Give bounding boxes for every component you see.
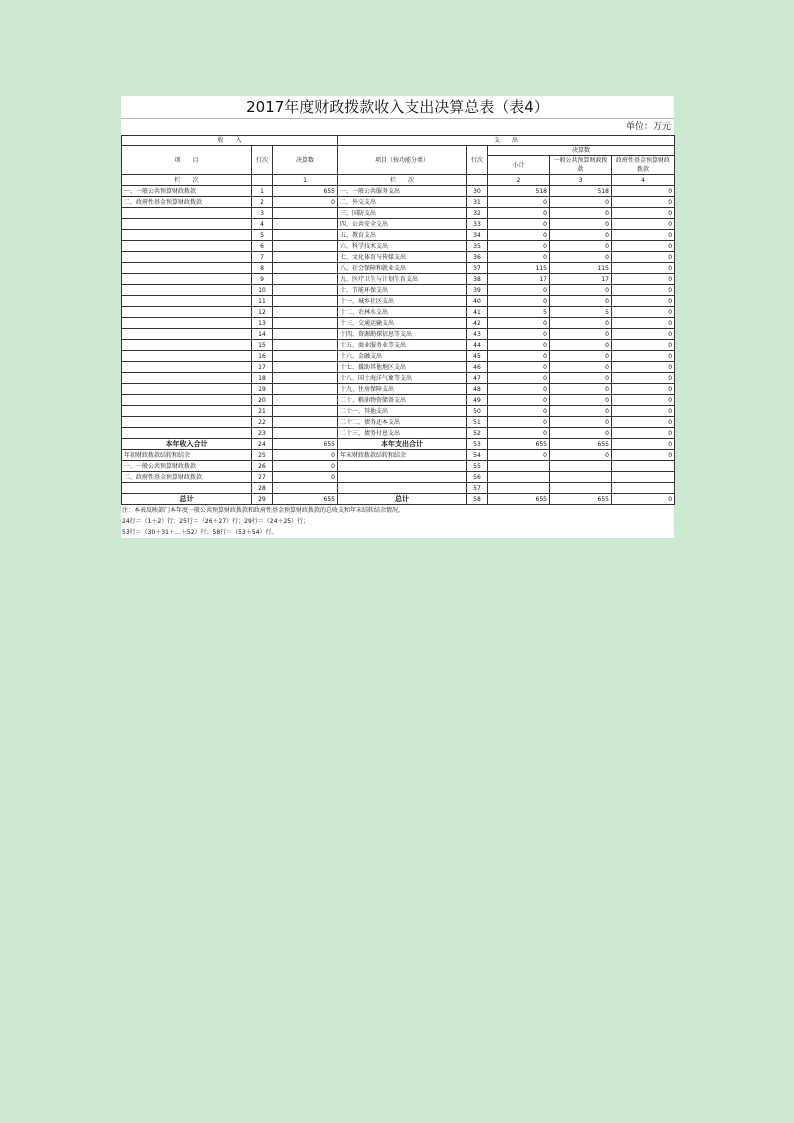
general-budget-cell: 0 [550, 450, 612, 461]
expense-item-cell: 十二、农林水支出 [338, 307, 467, 318]
income-item-cell [122, 296, 252, 307]
gov-fund-cell: 0 [612, 406, 675, 417]
col-number: 4 [612, 175, 675, 186]
table-row [122, 483, 675, 494]
income-item-cell [122, 483, 252, 494]
general-budget-cell: 655 [550, 439, 612, 450]
expense-item-cell: 二十一、其他支出 [338, 406, 467, 417]
table-row [122, 329, 675, 340]
expense-item-cell [338, 483, 467, 494]
subtotal-cell: 17 [488, 274, 550, 285]
income-amount-cell [273, 417, 338, 428]
income-item-cell [122, 428, 252, 439]
gov-fund-cell: 0 [612, 362, 675, 373]
cell [252, 175, 273, 186]
row-no-cell: 18 [252, 373, 273, 384]
row-no-header: 行次 [252, 146, 273, 175]
general-budget-cell [550, 483, 612, 494]
income-item-cell [122, 318, 252, 329]
general-budget-cell: 0 [550, 417, 612, 428]
subtotal-cell: 0 [488, 230, 550, 241]
subtotal-cell: 0 [488, 373, 550, 384]
gov-fund-cell: 0 [612, 252, 675, 263]
expense-item-cell: 十八、国土海洋气象等支出 [338, 373, 467, 384]
subtotal-cell: 0 [488, 241, 550, 252]
expense-item-cell [338, 461, 467, 472]
subtotal-cell: 0 [488, 208, 550, 219]
table-row [122, 395, 675, 406]
income-amount-cell [273, 296, 338, 307]
income-amount-cell [273, 208, 338, 219]
gov-fund-cell: 0 [612, 318, 675, 329]
expense-item-cell: 十、节能环保支出 [338, 285, 467, 296]
gov-fund-cell [612, 483, 675, 494]
subtotal-header: 小计 [488, 156, 550, 175]
row-no-cell: 8 [252, 263, 273, 274]
subtotal-cell: 5 [488, 307, 550, 318]
subtotal-cell: 0 [488, 318, 550, 329]
report-sheet [121, 96, 674, 538]
row-no-cell: 24 [252, 439, 273, 450]
row-no-header-2: 行次 [467, 146, 488, 175]
table-row [122, 307, 675, 318]
subtotal-cell: 0 [488, 428, 550, 439]
table-row [122, 274, 675, 285]
note-line-2: 24行＝（1＋2）行；25行＝（26＋27）行；29行＝（24＋25）行； [122, 518, 310, 525]
row-no-cell: 34 [467, 230, 488, 241]
income-amount-cell [273, 329, 338, 340]
income-item-cell [122, 406, 252, 417]
income-item-cell [122, 340, 252, 351]
income-amount-cell [273, 318, 338, 329]
general-budget-cell: 0 [550, 362, 612, 373]
income-item-cell [122, 274, 252, 285]
unit-label: 单位：万元 [625, 122, 671, 132]
row-no-cell: 4 [252, 219, 273, 230]
table-row [122, 318, 675, 329]
income-amount-cell [273, 274, 338, 285]
row-no-cell: 9 [252, 274, 273, 285]
table-row [122, 197, 675, 208]
income-item-cell: 总计 [122, 494, 252, 505]
row-no-cell: 46 [467, 362, 488, 373]
row-no-cell: 41 [467, 307, 488, 318]
row-no-cell: 26 [252, 461, 273, 472]
expense-item-cell: 二十三、债务付息支出 [338, 428, 467, 439]
subtotal-cell: 0 [488, 219, 550, 230]
general-budget-cell: 0 [550, 428, 612, 439]
budget-table [121, 135, 675, 505]
general-budget-cell: 518 [550, 186, 612, 197]
income-amount-cell [273, 307, 338, 318]
income-item-cell: 一、一般公共预算财政拨款 [122, 461, 252, 472]
general-budget-cell: 115 [550, 263, 612, 274]
subtotal-cell: 0 [488, 384, 550, 395]
gov-fund-cell: 0 [612, 494, 675, 505]
table-row [122, 450, 675, 461]
table-row [122, 263, 675, 274]
gov-fund-cell [612, 461, 675, 472]
row-no-cell: 40 [467, 296, 488, 307]
income-amount-cell [273, 241, 338, 252]
general-budget-header: 一般公共预算财政拨款 [550, 156, 612, 175]
subtotal-cell: 0 [488, 395, 550, 406]
general-budget-cell: 0 [550, 230, 612, 241]
income-item-cell: 二、政府性基金预算财政拨款 [122, 197, 252, 208]
row-no-cell: 33 [467, 219, 488, 230]
row-no-cell: 27 [252, 472, 273, 483]
row-no-cell: 28 [252, 483, 273, 494]
income-item-cell [122, 384, 252, 395]
row-no-cell: 10 [252, 285, 273, 296]
row-no-cell: 25 [252, 450, 273, 461]
subtotal-cell: 0 [488, 329, 550, 340]
subtotal-cell: 655 [488, 439, 550, 450]
general-budget-cell: 0 [550, 351, 612, 362]
general-budget-cell: 0 [550, 406, 612, 417]
row-no-cell: 45 [467, 351, 488, 362]
income-item-cell [122, 329, 252, 340]
gov-fund-cell: 0 [612, 263, 675, 274]
income-item-cell [122, 417, 252, 428]
expense-item-cell: 十六、金融支出 [338, 351, 467, 362]
subtotal-cell: 0 [488, 351, 550, 362]
income-amount-cell: 655 [273, 439, 338, 450]
row-no-cell: 51 [467, 417, 488, 428]
row-no-cell: 3 [252, 208, 273, 219]
gov-fund-cell: 0 [612, 395, 675, 406]
expense-item-cell: 十五、商业服务业等支出 [338, 340, 467, 351]
gov-fund-cell [612, 472, 675, 483]
income-amount-cell [273, 252, 338, 263]
income-item-cell [122, 351, 252, 362]
subtotal-cell: 518 [488, 186, 550, 197]
row-no-cell: 55 [467, 461, 488, 472]
general-budget-cell: 655 [550, 494, 612, 505]
table-row [122, 439, 675, 450]
expense-item-cell: 五、教育支出 [338, 230, 467, 241]
subtotal-cell: 0 [488, 417, 550, 428]
general-budget-cell: 0 [550, 285, 612, 296]
row-no-cell: 23 [252, 428, 273, 439]
general-budget-cell: 0 [550, 219, 612, 230]
expense-item-cell: 十一、城乡社区支出 [338, 296, 467, 307]
row-no-cell: 57 [467, 483, 488, 494]
table-row [122, 340, 675, 351]
income-amount-cell [273, 362, 338, 373]
row-no-cell: 53 [467, 439, 488, 450]
general-budget-cell: 0 [550, 318, 612, 329]
row-no-cell: 43 [467, 329, 488, 340]
table-row [122, 296, 675, 307]
table-row [122, 373, 675, 384]
row-no-cell: 48 [467, 384, 488, 395]
row-no-cell: 12 [252, 307, 273, 318]
income-amount-cell [273, 340, 338, 351]
subtotal-cell: 0 [488, 406, 550, 417]
gov-fund-cell: 0 [612, 417, 675, 428]
expense-item-cell: 一、一般公共服务支出 [338, 186, 467, 197]
table-row [122, 219, 675, 230]
row-no-cell: 15 [252, 340, 273, 351]
gov-fund-cell: 0 [612, 450, 675, 461]
gov-fund-cell: 0 [612, 296, 675, 307]
general-budget-cell: 0 [550, 252, 612, 263]
general-budget-cell: 0 [550, 208, 612, 219]
general-budget-cell: 0 [550, 384, 612, 395]
gov-fund-cell: 0 [612, 384, 675, 395]
subtotal-cell: 0 [488, 362, 550, 373]
gov-fund-cell: 0 [612, 307, 675, 318]
expense-item-cell: 本年支出合计 [338, 439, 467, 450]
row-no-cell: 54 [467, 450, 488, 461]
row-no-cell: 17 [252, 362, 273, 373]
table-row [122, 241, 675, 252]
general-budget-cell: 17 [550, 274, 612, 285]
table-row [122, 285, 675, 296]
expense-item-cell: 十三、交通运输支出 [338, 318, 467, 329]
subtotal-cell: 655 [488, 494, 550, 505]
row-no-cell: 38 [467, 274, 488, 285]
row-no-cell: 22 [252, 417, 273, 428]
expense-item-cell: 六、科学技术支出 [338, 241, 467, 252]
row-no-cell: 21 [252, 406, 273, 417]
expense-item-cell: 十四、资源勘探信息等支出 [338, 329, 467, 340]
row-no-cell: 13 [252, 318, 273, 329]
item-header: 项 目 [122, 146, 252, 175]
row-no-cell: 52 [467, 428, 488, 439]
row-no-cell: 58 [467, 494, 488, 505]
row-no-cell: 39 [467, 285, 488, 296]
final-amount-header-2: 决算数 [488, 146, 675, 156]
item-func-header: 项目（按功能分类） [338, 146, 467, 175]
row-no-cell: 29 [252, 494, 273, 505]
gov-fund-cell: 0 [612, 219, 675, 230]
gov-fund-cell: 0 [612, 197, 675, 208]
table-row [122, 406, 675, 417]
subtotal-cell: 0 [488, 285, 550, 296]
income-item-cell [122, 373, 252, 384]
income-item-cell [122, 395, 252, 406]
subtotal-cell: 0 [488, 340, 550, 351]
row-no-cell: 37 [467, 263, 488, 274]
general-budget-cell: 0 [550, 197, 612, 208]
final-amount-header: 决算数 [273, 146, 338, 175]
gov-fund-cell: 0 [612, 428, 675, 439]
income-amount-cell: 655 [273, 186, 338, 197]
income-amount-cell: 0 [273, 461, 338, 472]
table-row [122, 362, 675, 373]
income-amount-cell [273, 483, 338, 494]
income-item-cell [122, 208, 252, 219]
income-amount-cell [273, 395, 338, 406]
column-label-2: 栏 次 [338, 175, 467, 186]
subtotal-cell [488, 472, 550, 483]
table-row [122, 428, 675, 439]
row-no-cell: 31 [467, 197, 488, 208]
income-header: 收 入 [122, 136, 338, 146]
subtotal-cell: 0 [488, 296, 550, 307]
general-budget-cell [550, 472, 612, 483]
subtotal-cell: 0 [488, 450, 550, 461]
income-amount-cell [273, 285, 338, 296]
row-no-cell: 6 [252, 241, 273, 252]
gov-fund-cell: 0 [612, 329, 675, 340]
expense-item-cell [338, 472, 467, 483]
income-amount-cell: 655 [273, 494, 338, 505]
income-item-cell [122, 252, 252, 263]
general-budget-cell: 0 [550, 395, 612, 406]
row-no-cell: 14 [252, 329, 273, 340]
income-amount-cell [273, 373, 338, 384]
subtotal-cell [488, 483, 550, 494]
table-row [122, 230, 675, 241]
row-no-cell: 2 [252, 197, 273, 208]
expense-item-cell: 四、公共安全支出 [338, 219, 467, 230]
expense-item-cell: 七、文化体育与传媒支出 [338, 252, 467, 263]
row-no-cell: 44 [467, 340, 488, 351]
general-budget-cell: 0 [550, 241, 612, 252]
expense-item-cell: 总计 [338, 494, 467, 505]
expense-item-cell: 二十、粮油物资储备支出 [338, 395, 467, 406]
income-amount-cell [273, 351, 338, 362]
gov-fund-header: 政府性基金预算财政拨款 [612, 156, 675, 175]
gov-fund-cell: 0 [612, 241, 675, 252]
expense-item-cell: 十七、援助其他地区支出 [338, 362, 467, 373]
row-no-cell: 7 [252, 252, 273, 263]
income-item-cell: 本年收入合计 [122, 439, 252, 450]
expense-item-cell: 八、社会保障和就业支出 [338, 263, 467, 274]
table-row [122, 208, 675, 219]
income-item-cell [122, 307, 252, 318]
table-row [122, 252, 675, 263]
table-row [122, 186, 675, 197]
row-no-cell: 36 [467, 252, 488, 263]
income-item-cell [122, 263, 252, 274]
table-row [122, 472, 675, 483]
col-number: 1 [273, 175, 338, 186]
row-no-cell: 16 [252, 351, 273, 362]
gov-fund-cell: 0 [612, 340, 675, 351]
general-budget-cell: 0 [550, 340, 612, 351]
income-item-cell [122, 230, 252, 241]
gov-fund-cell: 0 [612, 285, 675, 296]
row-no-cell: 42 [467, 318, 488, 329]
row-no-cell: 20 [252, 395, 273, 406]
income-item-cell [122, 241, 252, 252]
row-no-cell: 32 [467, 208, 488, 219]
income-item-cell [122, 219, 252, 230]
gov-fund-cell: 0 [612, 230, 675, 241]
income-amount-cell [273, 384, 338, 395]
row-no-cell: 19 [252, 384, 273, 395]
income-amount-cell: 0 [273, 197, 338, 208]
col-number: 2 [488, 175, 550, 186]
expense-item-cell: 二、外交支出 [338, 197, 467, 208]
row-no-cell: 11 [252, 296, 273, 307]
expense-header: 支 出 [338, 136, 675, 146]
subtotal-cell: 115 [488, 263, 550, 274]
gov-fund-cell: 0 [612, 351, 675, 362]
expense-item-cell: 三、国防支出 [338, 208, 467, 219]
row-no-cell: 47 [467, 373, 488, 384]
gov-fund-cell: 0 [612, 186, 675, 197]
cell [467, 175, 488, 186]
income-item-cell: 二、政府性基金预算财政拨款 [122, 472, 252, 483]
income-amount-cell [273, 406, 338, 417]
income-amount-cell [273, 263, 338, 274]
table-row [122, 417, 675, 428]
expense-item-cell: 二十二、债务还本支出 [338, 417, 467, 428]
income-amount-cell [273, 219, 338, 230]
note-line-1: 注：本表反映部门本年度一般公共预算财政拨款和政府性基金预算财政拨款的总收支和年末结转结余情况。 [122, 507, 405, 514]
general-budget-cell: 0 [550, 373, 612, 384]
table-row [122, 351, 675, 362]
income-item-cell [122, 362, 252, 373]
general-budget-cell: 0 [550, 329, 612, 340]
expense-item-cell: 年末财政拨款结转和结余 [338, 450, 467, 461]
gov-fund-cell: 0 [612, 274, 675, 285]
table-row [122, 384, 675, 395]
note-line-3: 53行＝（30＋31＋…＋52）行；58行＝（53＋54）行。 [122, 529, 278, 536]
income-item-cell [122, 285, 252, 296]
general-budget-cell: 5 [550, 307, 612, 318]
row-no-cell: 35 [467, 241, 488, 252]
row-no-cell: 1 [252, 186, 273, 197]
row-no-cell: 49 [467, 395, 488, 406]
subtotal-cell: 0 [488, 197, 550, 208]
table-row [122, 461, 675, 472]
row-no-cell: 50 [467, 406, 488, 417]
column-label: 栏 次 [122, 175, 252, 186]
gov-fund-cell: 0 [612, 373, 675, 384]
table-row [122, 494, 675, 505]
gov-fund-cell: 0 [612, 439, 675, 450]
row-no-cell: 5 [252, 230, 273, 241]
col-number: 3 [550, 175, 612, 186]
income-item-cell: 一、一般公共预算财政拨款 [122, 186, 252, 197]
income-amount-cell: 0 [273, 472, 338, 483]
general-budget-cell [550, 461, 612, 472]
income-amount-cell [273, 230, 338, 241]
expense-item-cell: 九、医疗卫生与计划生育支出 [338, 274, 467, 285]
income-amount-cell [273, 428, 338, 439]
expense-item-cell: 十九、住房保障支出 [338, 384, 467, 395]
general-budget-cell: 0 [550, 296, 612, 307]
gov-fund-cell: 0 [612, 208, 675, 219]
row-no-cell: 56 [467, 472, 488, 483]
income-item-cell: 年初财政拨款结转和结余 [122, 450, 252, 461]
subtotal-cell [488, 461, 550, 472]
report-title: 2017年度财政拨款收入支出决算总表（表4） [121, 96, 674, 119]
row-no-cell: 30 [467, 186, 488, 197]
income-amount-cell: 0 [273, 450, 338, 461]
subtotal-cell: 0 [488, 252, 550, 263]
